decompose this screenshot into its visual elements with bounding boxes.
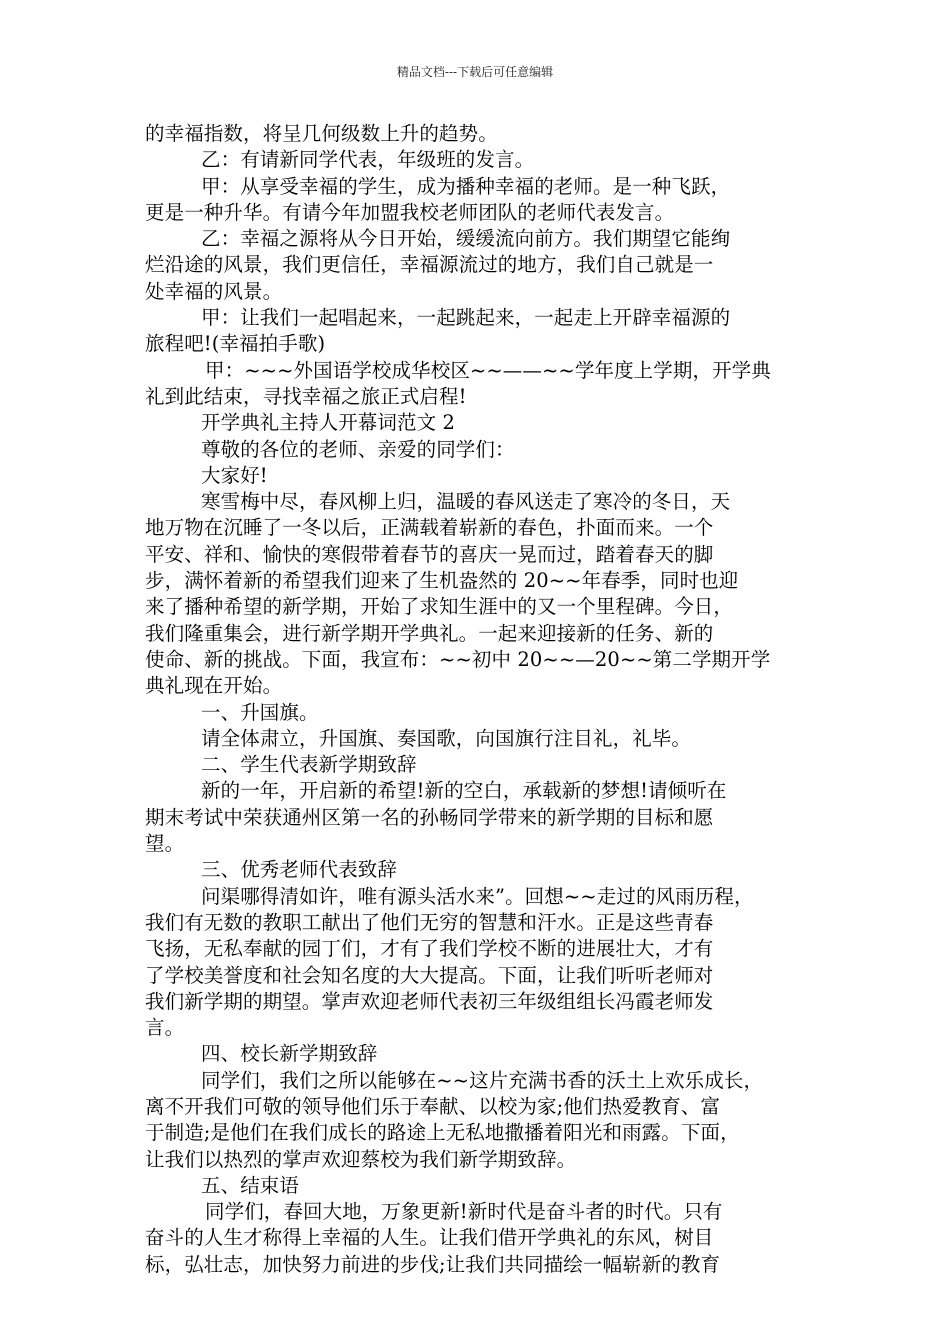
text-line: 期末考试中荣获通州区第一名的孙畅同学带来的新学期的目标和愿 bbox=[145, 805, 714, 829]
text-line: 问渠哪得清如许，唯有源头活水来”。回想~~走过的风雨历程， bbox=[201, 884, 754, 908]
text-line: 使命、新的挑战。下面，我宣布：~~初中 20~~—20~~第二学期开学 bbox=[145, 647, 771, 671]
text-line: 礼到此结束，寻找幸福之旅正式启程! bbox=[145, 384, 467, 408]
text-line: 四、校长新学期致辞 bbox=[201, 1042, 378, 1066]
text-line: 同学们，春回大地，万象更新!新时代是奋斗者的时代。只有 bbox=[205, 1200, 723, 1224]
text-line: 我们隆重集会，进行新学期开学典礼。一起来迎接新的任务、新的 bbox=[145, 621, 714, 645]
text-line: 请全体肃立，升国旗、奏国歌，向国旗行注目礼，礼毕。 bbox=[201, 726, 692, 750]
text-line: 五、结束语 bbox=[201, 1173, 300, 1197]
text-line: 平安、祥和、愉快的寒假带着春节的喜庆一晃而过，踏着春天的脚 bbox=[145, 542, 714, 566]
text-line: 甲：~~~外国语学校成华校区~~——~~学年度上学期，开学典 bbox=[205, 358, 771, 382]
text-line: 乙：有请新同学代表，年级班的发言。 bbox=[201, 148, 535, 172]
text-line: 地万物在沉睡了一冬以后，正满载着崭新的春色，扑面而来。一个 bbox=[145, 516, 714, 540]
text-line: 烂沿途的风景，我们更信任，幸福源流过的地方，我们自己就是一 bbox=[145, 253, 714, 277]
text-line: 奋斗的人生才称得上幸福的人生。让我们借开学典礼的东风，树目 bbox=[145, 1226, 714, 1250]
page-header: 精品文档---下载后可任意编辑 bbox=[396, 65, 554, 79]
text-line: 让我们以热烈的掌声欢迎蔡校为我们新学期致辞。 bbox=[145, 1147, 577, 1171]
text-line: 一、升国旗。 bbox=[201, 700, 319, 724]
text-line: 新的一年，开启新的希望!新的空白，承载新的梦想!请倾听在 bbox=[201, 779, 727, 803]
text-line: 乙：幸福之源将从今日开始，缓缓流向前方。我们期望它能绚 bbox=[201, 227, 731, 251]
text-line: 来了播种希望的新学期，开始了求知生涯中的又一个里程碑。今日， bbox=[145, 595, 734, 619]
text-line: 我们新学期的期望。掌声欢迎老师代表初三年级组组长冯霞老师发 bbox=[145, 989, 714, 1013]
text-line: 寒雪梅中尽，春风柳上归，温暖的春风送走了寒冷的冬日，天 bbox=[201, 490, 731, 514]
text-line: 离不开我们可敬的领导他们乐于奉献、以校为家;他们热爱教育、富 bbox=[145, 1094, 721, 1118]
text-line: 步，满怀着新的希望我们迎来了生机盎然的 20~~年春季，同时也迎 bbox=[145, 569, 739, 593]
text-line: 了学校美誉度和社会知名度的大大提高。下面，让我们听听老师对 bbox=[145, 963, 714, 987]
text-line: 尊敬的各位的老师、亲爱的同学们： bbox=[201, 437, 515, 461]
text-line: 二、学生代表新学期致辞 bbox=[201, 753, 417, 777]
text-line: 甲：从享受幸福的学生，成为播种幸福的老师。是一种飞跃， bbox=[201, 174, 731, 198]
text-line: 飞扬，无私奉献的园丁们，才有了我们学校不断的进展壮大，才有 bbox=[145, 937, 714, 961]
text-line: 旅程吧!(幸福拍手歌) bbox=[145, 332, 326, 356]
text-line: 的幸福指数，将呈几何级数上升的趋势。 bbox=[145, 122, 498, 145]
document-body bbox=[145, 121, 810, 1278]
text-line: 标，弘壮志，加快努力前进的步伐;让我们共同描绘一幅崭新的教育 bbox=[145, 1252, 721, 1276]
text-line: 甲：让我们一起唱起来，一起跳起来，一起走上开辟幸福源的 bbox=[201, 306, 731, 330]
text-line: 同学们，我们之所以能够在~~这片充满书香的沃土上欢乐成长， bbox=[201, 1068, 764, 1092]
text-line: 大家好! bbox=[201, 463, 268, 487]
text-line: 开学典礼主持人开幕词范文 2 bbox=[201, 411, 456, 435]
text-line: 典礼现在开始。 bbox=[145, 674, 283, 698]
text-line: 更是一种升华。有请今年加盟我校老师团队的老师代表发言。 bbox=[145, 200, 675, 224]
text-line: 我们有无数的教职工献出了他们无穷的智慧和汗水。正是这些青春 bbox=[145, 910, 714, 934]
text-line: 于制造;是他们在我们成长的路途上无私地撒播着阳光和雨露。下面， bbox=[145, 1121, 740, 1145]
text-line: 处幸福的风景。 bbox=[145, 279, 283, 303]
text-line: 三、优秀老师代表致辞 bbox=[201, 858, 398, 882]
text-line: 望。 bbox=[145, 832, 185, 856]
text-line: 言。 bbox=[145, 1016, 185, 1040]
